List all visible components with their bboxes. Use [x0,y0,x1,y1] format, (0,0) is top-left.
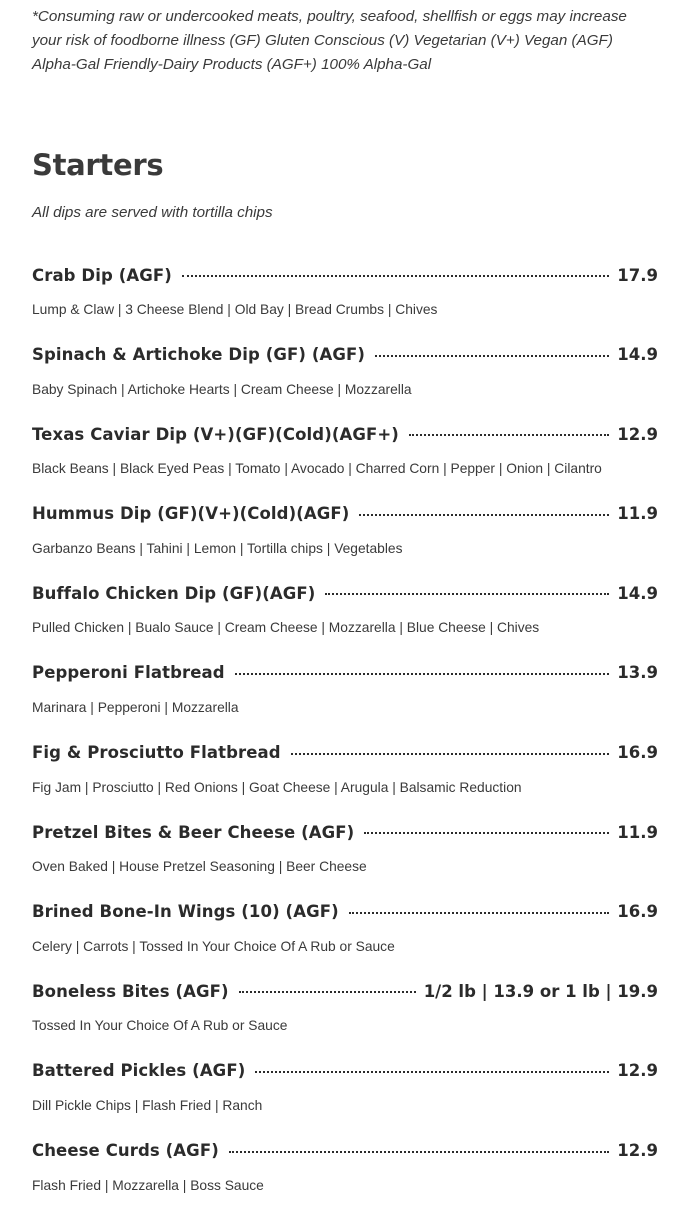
item-name: Pepperoni Flatbread [32,663,225,683]
item-name: Brined Bone-In Wings (10) (AGF) [32,902,339,922]
item-description: Black Beans | Black Eyed Peas | Tomato | Avocado | Charred Corn | Pepper | Onion | Cilantro [32,461,602,477]
menu-item [32,656,658,736]
item-price: 16.9 [617,743,658,763]
dotted-leader [182,275,609,277]
item-description: Oven Baked | House Pretzel Seasoning | Beer Cheese [32,859,367,875]
item-price: 14.9 [617,583,658,603]
dotted-leader [229,1151,609,1153]
item-price: 14.9 [617,345,658,365]
item-name: Fig & Prosciutto Flatbread [32,743,281,763]
dotted-leader [375,355,609,357]
menu-page [32,0,658,1193]
dotted-leader [349,912,610,914]
item-name: Hummus Dip (GF)(V+)(Cold)(AGF) [32,504,350,524]
item-name: Buffalo Chicken Dip (GF)(AGF) [32,583,316,603]
dotted-leader [291,753,610,755]
dotted-leader [239,991,416,993]
menu-item [32,417,658,497]
item-description: Baby Spinach | Artichoke Hearts | Cream Cheese | Mozzarella [32,381,412,397]
item-price: 17.9 [617,265,658,285]
menu-item [32,974,658,1054]
menu-item [32,576,658,656]
dotted-leader [325,593,609,595]
item-price: 13.9 [617,663,658,683]
item-description: Pulled Chicken | Bualo Sauce | Cream Cheese | Mozzarella | Blue Cheese | Chives [32,620,540,636]
item-description: Lump & Claw | 3 Cheese Blend | Old Bay | Bread Crumbs | Chives [32,302,438,317]
item-price: 11.9 [617,822,658,842]
section-title: Starters [32,148,164,182]
item-name: Boneless Bites (AGF) [32,981,229,1001]
item-price: 12.9 [617,1061,658,1081]
menu-item [32,338,658,418]
dotted-leader [235,673,610,675]
item-name: Pretzel Bites & Beer Cheese (AGF) [32,822,355,842]
dotted-leader [255,1071,609,1073]
menu-item [32,815,658,895]
menu-item [32,1054,658,1134]
item-description: Garbanzo Beans | Tahini | Lemon | Tortilla chips | Vegetables [32,540,403,556]
dotted-leader [409,434,609,436]
item-description: Flash Fried | Mozzarella | Boss Sauce [32,1177,264,1193]
item-name: Cheese Curds (AGF) [32,1141,219,1161]
item-description: Tossed In Your Choice Of A Rub or Sauce [32,1018,288,1034]
menu-item [32,1134,658,1213]
item-description: Marinara | Pepperoni | Mozzarella [32,699,239,715]
allergen-disclaimer: *Consuming raw or undercooked meats, poultry, seafood, shellfish or eggs may increase your risk of foodborne illness (GF) Gluten Conscious (V) Vegetarian (V+) Vegan (AGF) Alpha-Gal Friendly-Dairy Products (AGF+) 100% Alpha-Gal [32,8,627,73]
item-name: Battered Pickles (AGF) [32,1061,246,1081]
section-note: All dips are served with tortilla chips [32,204,273,221]
dotted-leader [359,514,609,516]
item-description: Dill Pickle Chips | Flash Fried | Ranch [32,1097,263,1113]
item-price: 11.9 [617,504,658,524]
menu-item [32,895,658,975]
item-price: 12.9 [617,424,658,444]
item-name: Spinach & Artichoke Dip (GF) (AGF) [32,345,366,365]
item-name: Texas Caviar Dip (V+)(GF)(Cold)(AGF+) [32,424,399,444]
item-price: 1/2 lb | 13.9 or 1 lb | 19.9 [423,981,658,1001]
item-price: 12.9 [617,1141,658,1161]
item-description: Fig Jam | Prosciutto | Red Onions | Goat Cheese | Arugula | Balsamic Reduction [32,779,522,795]
menu-item [32,736,658,816]
menu-item-list [32,258,658,1213]
menu-item [32,497,658,577]
item-name: Crab Dip (AGF) [32,265,172,285]
item-description: Celery | Carrots | Tossed In Your Choice Of A Rub or Sauce [32,938,395,954]
dotted-leader [364,832,609,834]
menu-item [32,258,658,338]
item-price: 16.9 [617,902,658,922]
